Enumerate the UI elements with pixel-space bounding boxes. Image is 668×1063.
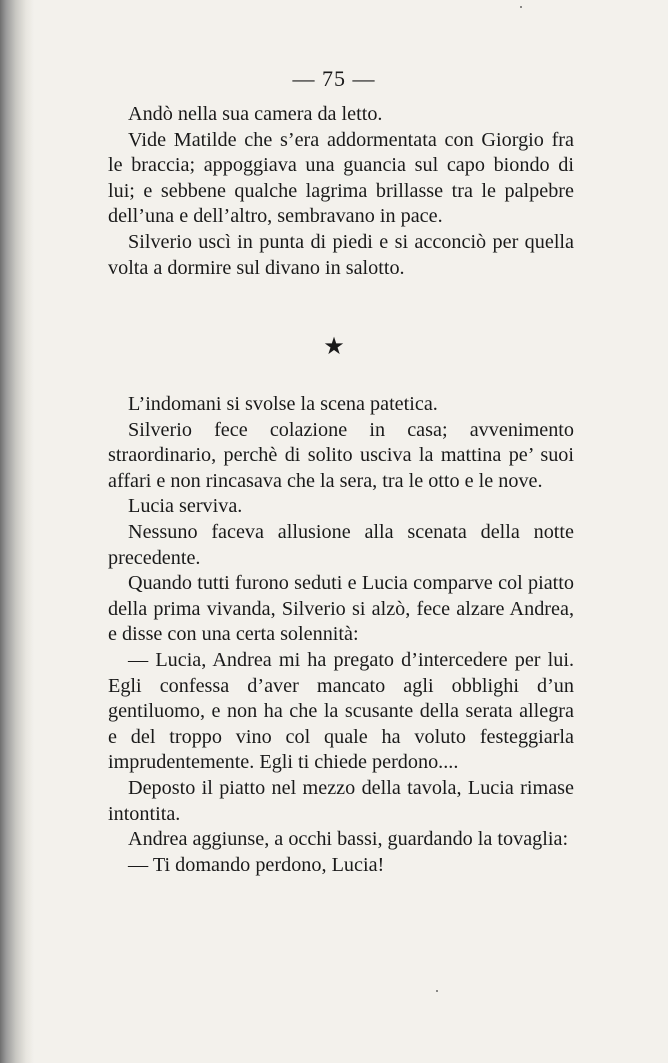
paragraph: Vide Matilde che s’era addormentata con Giorgio fra le braccia; appoggiava una guancia sul capo biondo di lui; e sebbene qualche lagrima brillasse tra le palpebre dell’una e dell’altro, sembravano in pace.: [108, 128, 574, 228]
section-separator-star-icon: ★: [323, 332, 345, 360]
text-section-2: [108, 392, 574, 878]
scan-speck: [520, 6, 522, 8]
paragraph: Deposto il piatto nel mezzo della tavola, Lucia rimase intontita.: [108, 776, 574, 825]
text-section-1: [108, 102, 574, 281]
paragraph: — Ti domando perdono, Lucia!: [128, 853, 385, 876]
page-number: — 75 —: [292, 66, 376, 91]
paragraph: Quando tutti furono seduti e Lucia comparve col piatto della prima vivanda, Silverio si alzò, fece alzare Andrea, e disse con una certa solennità:: [108, 572, 574, 646]
scan-speck: [436, 990, 438, 992]
page-gutter-shadow: [0, 0, 34, 1063]
paragraph: L’indomani si svolse la scena patetica.: [128, 393, 438, 415]
paragraph: Andò nella sua camera da letto.: [128, 103, 383, 125]
paragraph: Silverio fece colazione in casa; avvenimento straordinario, perchè di solito usciva la mattina pe’ suoi affari e non rincasava che la sera, tra le otto e le nove.: [108, 418, 574, 492]
paragraph: Lucia serviva.: [128, 495, 243, 518]
paragraph: — Lucia, Andrea mi ha pregato d’intercedere per lui. Egli confessa d’aver mancato agli obblighi d’un gentiluomo, e non ha che la scusante della serata allegra e del troppo vino col quale ha voluto festeggiarla imprudentemente. Egli ti chiede perdono....: [108, 648, 574, 774]
paragraph: Nessuno faceva allusione alla scenata della notte precedente.: [108, 520, 574, 569]
paragraph: Silverio uscì in punta di piedi e si acconciò per quella volta a dormire sul divano in salotto.: [108, 230, 574, 279]
paragraph: Andrea aggiunse, a occhi bassi, guardando la tovaglia:: [128, 828, 569, 851]
